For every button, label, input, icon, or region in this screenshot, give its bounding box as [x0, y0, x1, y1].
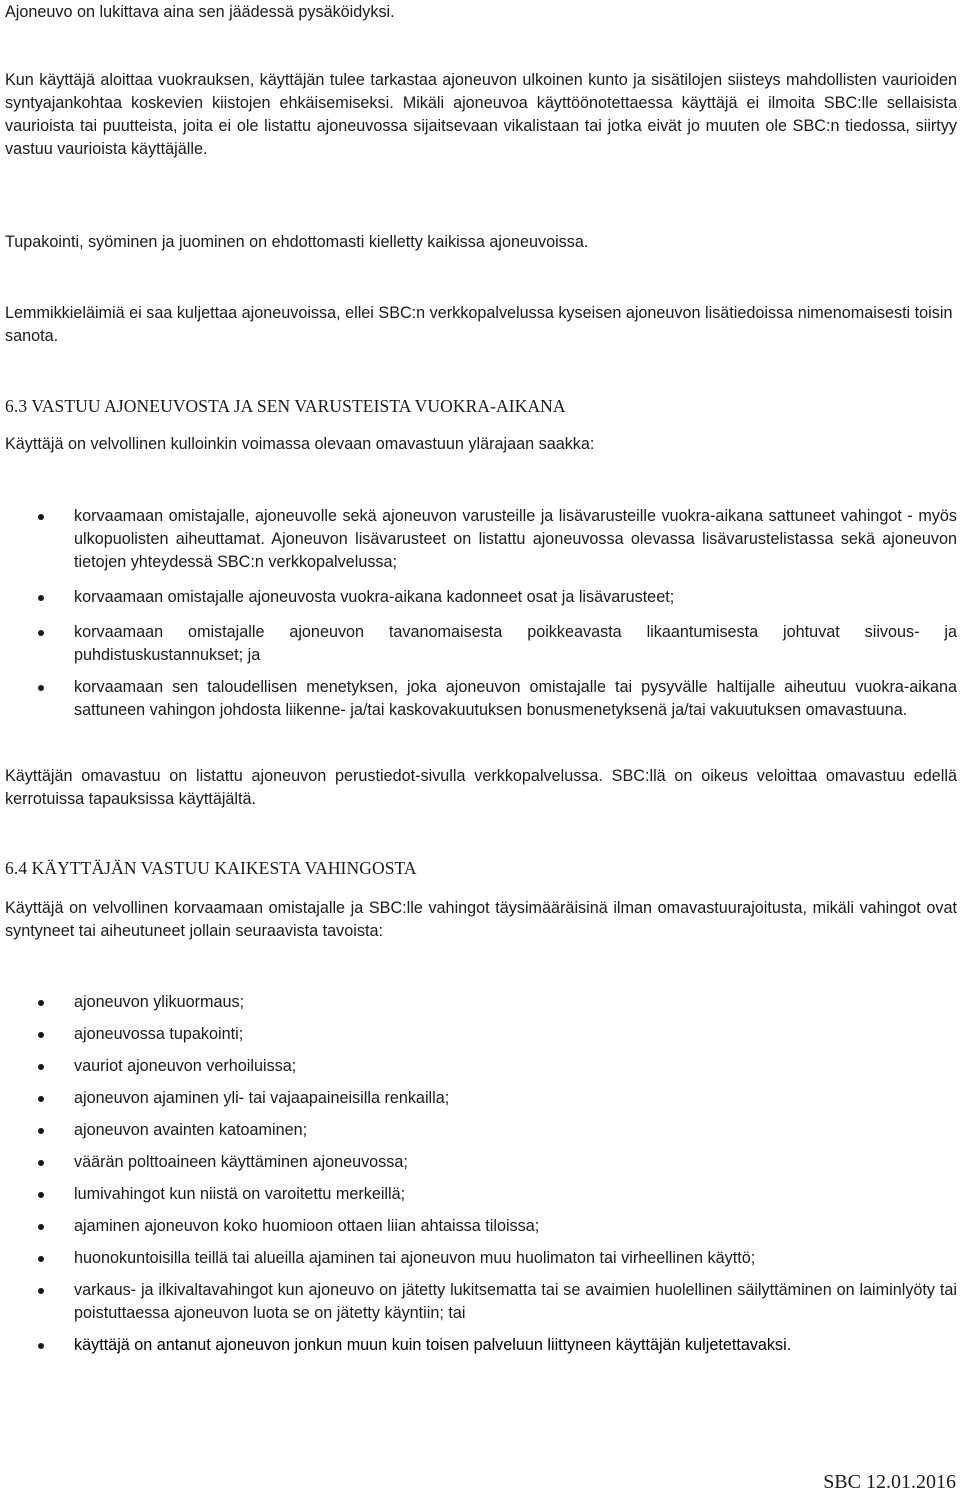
list-item: korvaamaan omistajalle ajoneuvosta vuokra-aikana kadonneet osat ja lisävarusteet;: [0, 586, 960, 609]
bullet-icon: [38, 1096, 44, 1102]
list-item: korvaamaan omistajalle ajoneuvon tavanomaisesta poikkeavasta likaantumisesta johtuvat siivous- ja puhdistuskustannukset; ja: [0, 621, 960, 667]
section-6-4-list: [0, 991, 960, 1357]
bullet-icon: [38, 1128, 44, 1134]
paragraph-smoking: Tupakointi, syöminen ja juominen on ehdottomasti kielletty kaikissa ajoneuvoissa.: [5, 233, 589, 251]
section-6-3-heading: 6.3 VASTUU AJONEUVOSTA JA SEN VARUSTEISTA VUOKRA-AIKANA: [5, 396, 566, 416]
list-item: käyttäjä on antanut ajoneuvon jonkun muun kuin toisen palveluun liittyneen käyttäjän kuljetettavaksi.: [0, 1334, 960, 1357]
bullet-icon: [38, 1256, 44, 1262]
bullet-icon: [38, 1343, 44, 1349]
bullet-icon: [38, 514, 44, 520]
section-6-4-intro: Käyttäjä on velvollinen korvaamaan omistajalle ja SBC:lle vahingot täysimääräisinä ilman omavastuurajoitusta, mikäli vahingot ovat syntyneet tai aiheutuneet jollain seuraavista tavoista:: [5, 899, 957, 940]
bullet-icon: [38, 1000, 44, 1006]
bullet-icon: [38, 1064, 44, 1070]
list-item: lumivahingot kun niistä on varoitettu merkeillä;: [0, 1183, 960, 1206]
list-item: ajoneuvon avainten katoaminen;: [0, 1119, 960, 1142]
bullet-icon: [38, 595, 44, 601]
list-item: ajoneuvon ajaminen yli- tai vajaapaineisilla renkailla;: [0, 1087, 960, 1110]
list-item: väärän polttoaineen käyttäminen ajoneuvossa;: [0, 1151, 960, 1174]
section-6-3-list: [0, 505, 960, 722]
top-line: Ajoneuvo on lukittava aina sen jäädessä pysäköidyksi.: [5, 3, 395, 21]
bullet-icon: [38, 1160, 44, 1166]
paragraph-inspection: Kun käyttäjä aloittaa vuokrauksen, käyttäjän tulee tarkastaa ajoneuvon ulkoinen kunto ja sisätilojen siisteys mahdollisten vaurioiden syntyajankohtaa koskevien kiistojen ehkäisemiseksi. Mikäli ajoneuvoa käyttöönotettaessa käyttäjä ei ilmoita SBC:lle sellaisista vaurioista tai puutteista, joita ei ole listattu ajoneuvossa sijaitsevaan vikalistaan tai jotka eivät jo muuten ole SBC:n tiedossa, siirtyy vastuu vaurioista käyttäjälle.: [5, 71, 957, 158]
section-6-3-intro: Käyttäjä on velvollinen kulloinkin voimassa olevaan omavastuun ylärajaan saakka:: [5, 435, 595, 453]
bullet-icon: [38, 1192, 44, 1198]
bullet-icon: [38, 630, 44, 636]
list-item: korvaamaan sen taloudellisen menetyksen, joka ajoneuvon omistajalle tai pysyvälle haltijalle aiheutuu vuokra-aikana sattuneen vahingon johdosta liikenne- ja/tai kaskovakuutuksen bonusmenetyksenä ja/tai vakuutuksen omavastuuna.: [0, 676, 960, 722]
footer-date: SBC 12.01.2016: [823, 1471, 956, 1493]
section-6-3-closing: Käyttäjän omavastuu on listattu ajoneuvon perustiedot-sivulla verkkopalvelussa. SBC:llä on oikeus veloittaa omavastuu edellä kerrotuissa tapauksissa käyttäjältä.: [5, 767, 957, 808]
paragraph-pets: Lemmikkieläimiä ei saa kuljettaa ajoneuvoissa, ellei SBC:n verkkopalvelussa kyseisen ajoneuvon lisätiedoissa nimenomaisesti toisin sanota.: [5, 304, 953, 345]
bullet-icon: [38, 685, 44, 691]
bullet-icon: [38, 1224, 44, 1230]
list-item: ajoneuvon ylikuormaus;: [0, 991, 960, 1014]
list-item: varkaus- ja ilkivaltavahingot kun ajoneuvo on jätetty lukitsematta tai se avaimien huolellinen säilyttäminen on laiminlyöty tai poistuttaessa ajoneuvon luota se on jätetty käyntiin; tai: [0, 1279, 960, 1325]
list-item: vauriot ajoneuvon verhoiluissa;: [0, 1055, 960, 1078]
list-item: ajaminen ajoneuvon koko huomioon ottaen liian ahtaissa tiloissa;: [0, 1215, 960, 1238]
bullet-icon: [38, 1032, 44, 1038]
list-item: huonokuntoisilla teillä tai alueilla ajaminen tai ajoneuvon muu huolimaton tai virheellinen käyttö;: [0, 1247, 960, 1270]
list-item: ajoneuvossa tupakointi;: [0, 1023, 960, 1046]
section-6-4-heading: 6.4 KÄYTTÄJÄN VASTUU KAIKESTA VAHINGOSTA: [5, 858, 417, 878]
list-item: korvaamaan omistajalle, ajoneuvolle sekä ajoneuvon varusteille ja lisävarusteille vuokra-aikana sattuneet vahingot - myös ulkopuolisten aiheuttamat. Ajoneuvon lisävarusteet on listattu ajoneuvossa olevassa lisävarustelistassa sekä ajoneuvon tietojen yhteydessä SBC:n verkkopalvelussa;: [0, 505, 960, 574]
bullet-icon: [38, 1288, 44, 1294]
